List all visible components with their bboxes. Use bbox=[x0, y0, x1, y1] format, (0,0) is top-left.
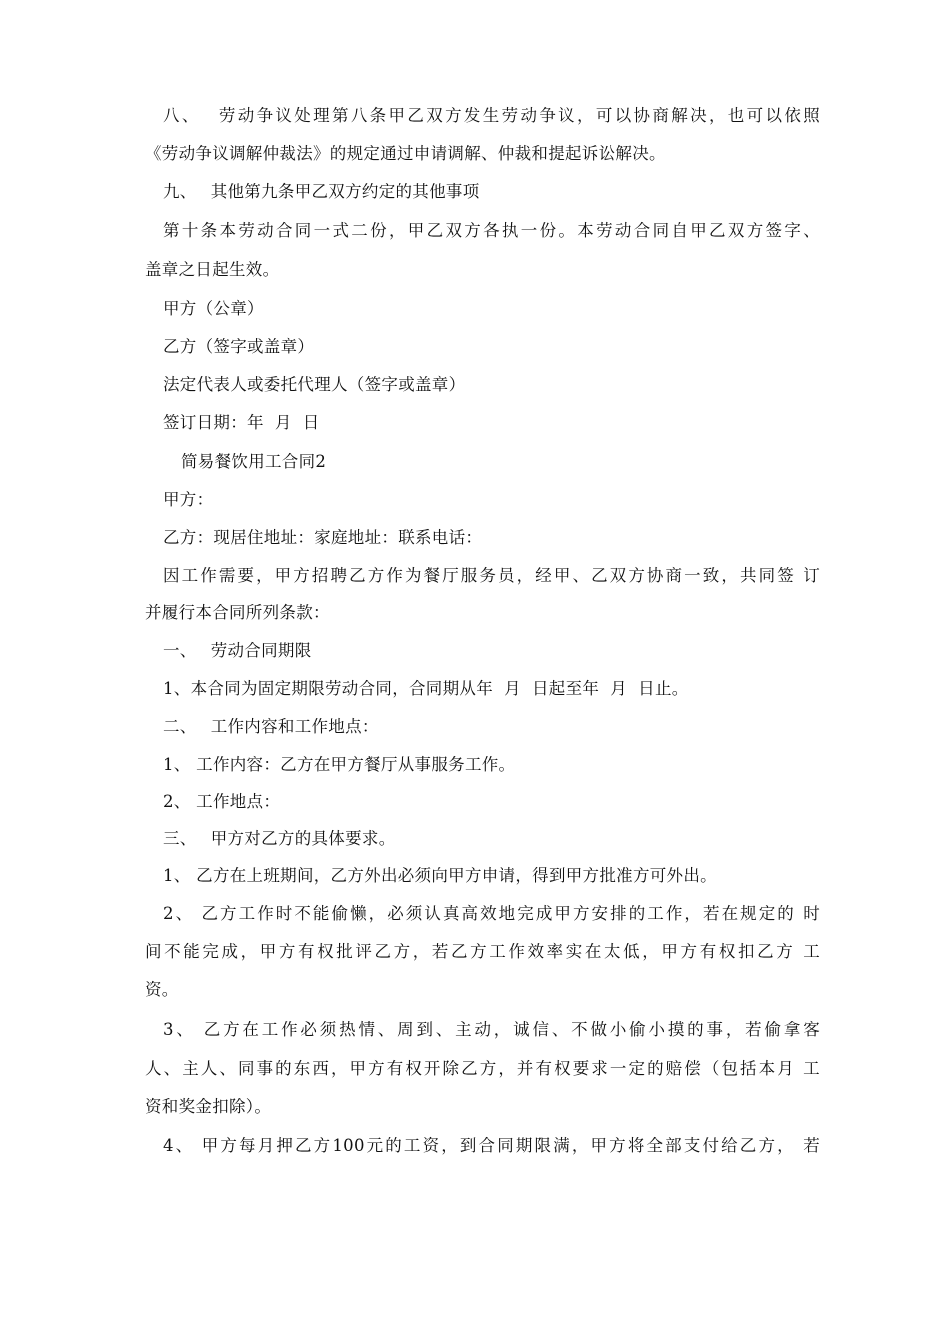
party-a-label: 甲方： bbox=[163, 490, 214, 509]
legal-representative: 法定代表人或委托代理人（签字或盖章） bbox=[163, 375, 466, 394]
section-3-item-1: 1、 乙方在上班期间，乙方外出必须向甲方申请，得到甲方批准方可外出。 bbox=[163, 866, 717, 885]
contract-title: 简易餐饮用工合同2 bbox=[181, 452, 327, 471]
party-b-signature: 乙方（签字或盖章） bbox=[163, 337, 315, 356]
section-1-item-1: 1、本合同为固定期限劳动合同，合同期从年 月 日起至年 月 日止。 bbox=[163, 679, 689, 698]
paragraph-line-art10: 第十条本劳动合同一式二份，甲乙双方各执一份。本劳动合同自甲乙双方签字、 bbox=[163, 221, 820, 240]
section-3-item-2: 2、 乙方工作时不能偷懒，必须认真高效地完成甲方安排的工作，若在规定的 时 bbox=[163, 904, 820, 923]
paragraph-line-art8: 八、 劳动争议处理第八条甲乙双方发生劳动争议，可以协商解决，也可以依照 bbox=[163, 106, 820, 125]
section-3-item-2-cont: 间不能完成，甲方有权批评乙方，若乙方工作效率实在太低，甲方有权扣乙方 工 bbox=[145, 942, 820, 961]
signing-date: 签订日期：年 月 日 bbox=[163, 413, 320, 432]
section-1-heading: 一、 劳动合同期限 bbox=[163, 641, 312, 660]
party-a-seal: 甲方（公章） bbox=[163, 299, 264, 318]
paragraph-line-art9: 九、 其他第九条甲乙双方约定的其他事项 bbox=[163, 182, 480, 201]
paragraph-line-art10-cont: 盖章之日起生效。 bbox=[145, 260, 280, 279]
section-3-heading: 三、 甲方对乙方的具体要求。 bbox=[163, 829, 396, 848]
party-b-info: 乙方：现居住地址：家庭地址：联系电话： bbox=[163, 528, 483, 547]
section-2-item-1: 1、 工作内容：乙方在甲方餐厅从事服务工作。 bbox=[163, 755, 516, 774]
section-3-item-3-cont: 人、主人、同事的东西，甲方有权开除乙方，并有权要求一定的赔偿（包括本月 工 bbox=[145, 1059, 820, 1078]
section-2-item-2: 2、 工作地点： bbox=[163, 792, 281, 811]
section-3-item-3: 3、 乙方在工作必须热情、周到、主动，诚信、不做小偷小摸的事，若偷拿客 bbox=[163, 1020, 820, 1039]
section-3-item-3-end: 资和奖金扣除）。 bbox=[145, 1097, 272, 1116]
preamble-line: 因工作需要，甲方招聘乙方作为餐厅服务员，经甲、乙双方协商一致，共同签 订 bbox=[163, 566, 820, 585]
preamble-line-cont: 并履行本合同所列条款： bbox=[145, 603, 330, 622]
section-3-item-2-end: 资。 bbox=[145, 980, 179, 999]
section-2-heading: 二、 工作内容和工作地点： bbox=[163, 717, 379, 736]
section-3-item-4: 4、 甲方每月押乙方100元的工资，到合同期限满，甲方将全部支付给乙方， 若 bbox=[163, 1136, 820, 1155]
paragraph-line-art8-cont: 《劳动争议调解仲裁法》的规定通过申请调解、仲裁和提起诉讼解决。 bbox=[145, 144, 666, 163]
